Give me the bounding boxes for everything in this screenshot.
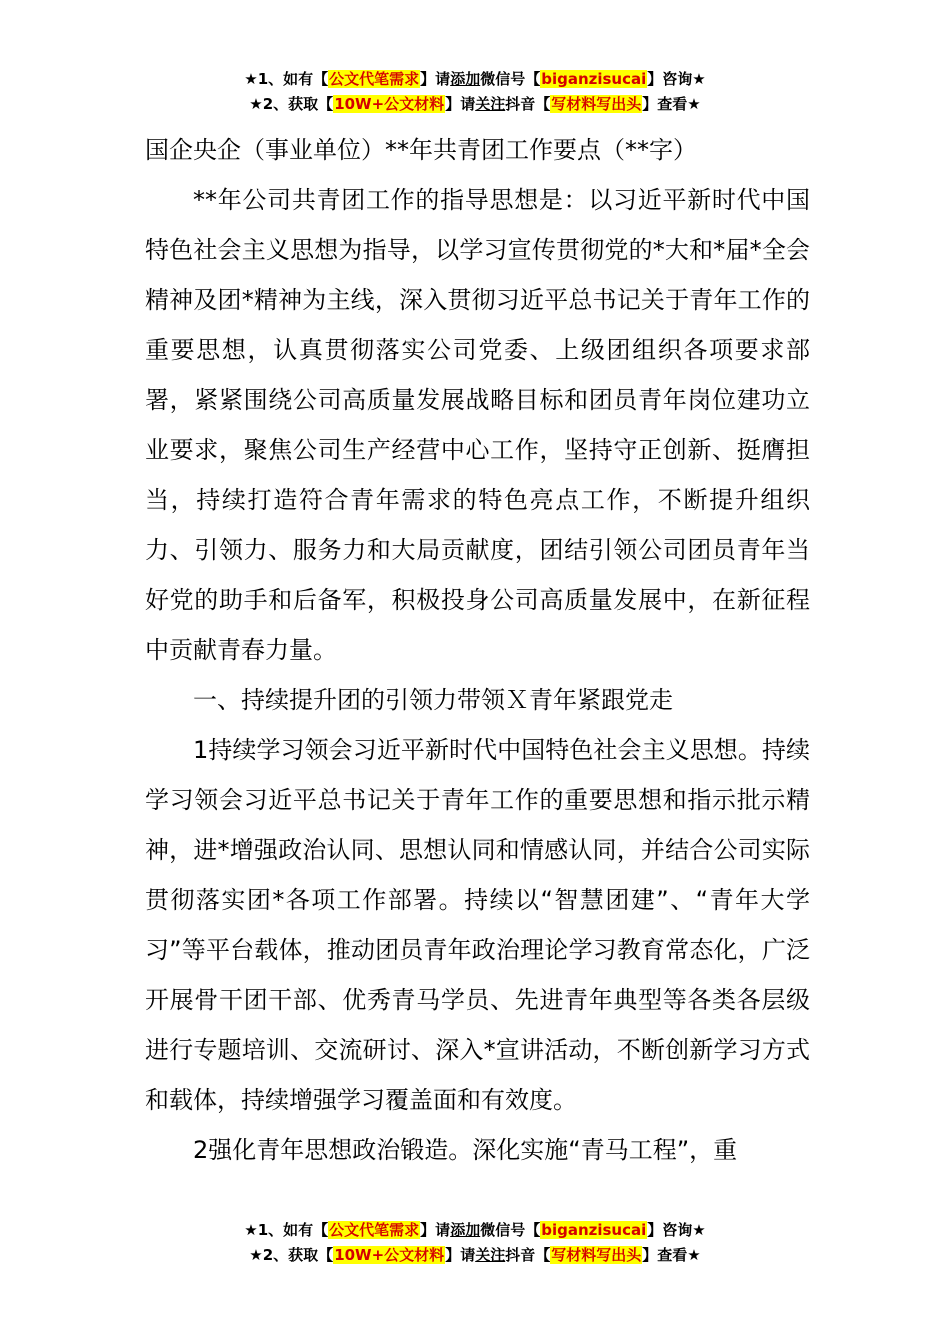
paragraph-item-2: 2强化青年思想政治锻造。深化实施“青马工程”，重	[193, 1136, 738, 1164]
banner-highlight: 公文代笔需求	[329, 70, 420, 88]
banner-text: 】请	[420, 1221, 451, 1239]
banner-text: 】请	[445, 1246, 476, 1264]
banner-underlined-text: 添加	[450, 1221, 481, 1239]
banner-underlined-text: 添加	[450, 70, 481, 88]
document-title: 国企央企（事业单位）**年共青团工作要点（**字）	[145, 136, 697, 164]
banner-text: 微信号【	[480, 70, 541, 88]
banner-line-2	[0, 1243, 950, 1268]
banner-text: 】咨询★	[647, 1221, 706, 1239]
banner-highlight: 10W+公文材料	[334, 1246, 445, 1264]
banner-text: ★2、获取【	[249, 95, 334, 113]
banner-text: ★1、如有【	[244, 70, 329, 88]
banner-text: 】查看★	[642, 95, 701, 113]
banner-highlight: 写材料写出头	[551, 1246, 642, 1264]
banner-highlight: 写材料写出头	[551, 95, 642, 113]
banner-highlight: biganzisucai	[541, 70, 647, 88]
paragraph-item-1: 1持续学习领会习近平新时代中国特色社会主义思想。持续学习领会习近平总书记关于青年工作的重要思想和指示批示精神，进*增强政治认同、思想认同和情感认同，并结合公司实际贯彻落实团*各项工作部署。持续以“智慧团建”、“青年大学习”等平台载体，推动团员青年政治理论学习教育常态化，广泛开展骨干团干部、优秀青马学员、先进青年典型等各类各层级进行专题培训、交流研讨、深入*宣讲活动，不断创新学习方式和载体，持续增强学习覆盖面和有效度。	[145, 736, 810, 1114]
banner-text: 】咨询★	[647, 70, 706, 88]
section-heading-1: 一、持续提升团的引领力带领Ｘ青年紧跟党走	[193, 686, 673, 714]
paragraph-guiding-ideology: **年公司共青团工作的指导思想是：以习近平新时代中国特色社会主义思想为指导，以学习宣传贯彻党的*大和*届*全会精神及团*精神为主线，深入贯彻习近平总书记关于青年工作的重要思想，认真贯彻落实公司党委、上级团组织各项要求部署，紧紧围绕公司高质量发展战略目标和团员青年岗位建功立业要求，聚焦公司生产经营中心工作，坚持守正创新、挺膺担当，持续打造符合青年需求的特色亮点工作，不断提升组织力、引领力、服务力和大局贡献度，团结引领公司团员青年当好党的助手和后备军，积极投身公司高质量发展中，在新征程中贡献青春力量。	[145, 186, 810, 664]
banner-text: ★1、如有【	[244, 1221, 329, 1239]
banner-underlined-text: 关注	[475, 1246, 506, 1264]
banner-highlight: 公文代笔需求	[329, 1221, 420, 1239]
document-body	[145, 125, 810, 1175]
banner-text: 】请	[420, 70, 451, 88]
banner-line-1	[0, 67, 950, 92]
banner-underlined-text: 关注	[475, 95, 506, 113]
header-banner	[0, 67, 950, 117]
banner-text: 微信号【	[480, 1221, 541, 1239]
banner-text: 】查看★	[642, 1246, 701, 1264]
banner-text: 抖音【	[505, 95, 551, 113]
banner-line-2	[0, 92, 950, 117]
banner-highlight: biganzisucai	[541, 1221, 647, 1239]
banner-text: ★2、获取【	[249, 1246, 334, 1264]
banner-text: 】请	[445, 95, 476, 113]
footer-banner	[0, 1218, 950, 1268]
banner-line-1	[0, 1218, 950, 1243]
banner-highlight: 10W+公文材料	[334, 95, 445, 113]
banner-text: 抖音【	[505, 1246, 551, 1264]
